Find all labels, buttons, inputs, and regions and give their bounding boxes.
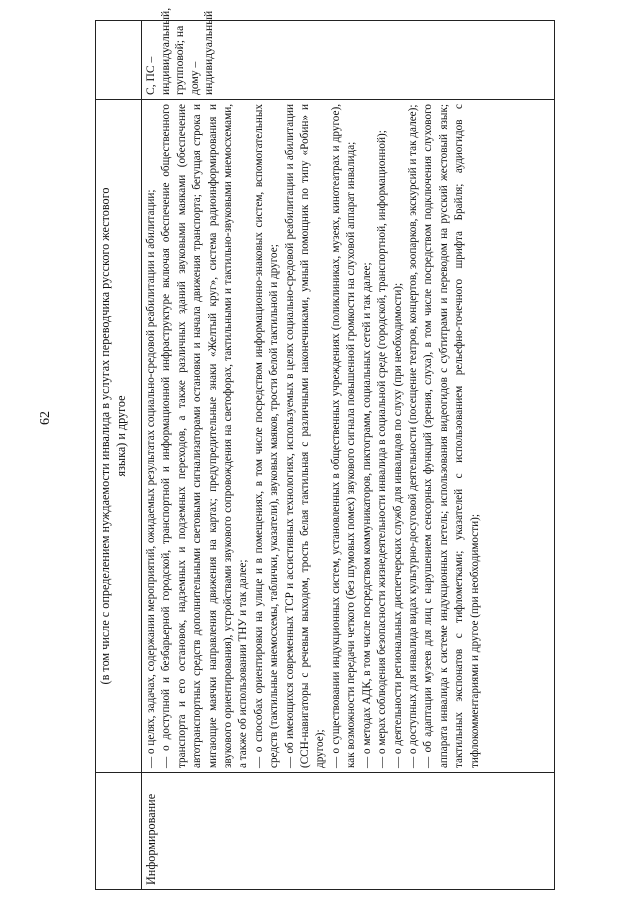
services-table: [95, 7, 555, 890]
list-item: — о деятельности региональных диспетчерских служб для инвалидов по слуху (при необходимости);: [391, 282, 404, 768]
list-item: — об адаптации музеев для лиц с нарушением сенсорных функций (зрения, слуха), в том числе посредством подключения слухового аппарата инвалида к системе индукционных петель; использования видеогидов с субтитрами и переводом на русский жестовый язык; тактильных экспонатов с тифлометками; указателей с использованием рельефно-точечного шрифта Брайля; аудиогидов с тифлокомментариями и другое (при необходимости);: [422, 104, 481, 768]
list-item: — о методах АДК, в том числе посредством коммуникаторов, пиктограмм, социальных сетей и так далее;: [360, 262, 373, 768]
list-item: — о доступных для инвалида видах культурно-досуговой деятельности (посещение театров, концертов, зоопарков, экскурсий и так далее);: [406, 104, 419, 768]
list-item: — о целях, задачах, содержании мероприятий, ожидаемых результатах социально-средовой реабилитации и абилитации;: [145, 189, 157, 768]
list-item: — о существовании индукционных систем, установленных в общественных учреждениях (поликлиниках, музеях, кинотеатрах и другое), как возможности передачи четкого (без шумовых помех) звукового сигнала повышенной громкости на слуховой аппарат инвалида;: [329, 104, 358, 768]
list-item: — об имеющихся современных ТСР и ассистивных технологиях, используемых в целях социально-средовой реабилитации и абилитации (ССН-навигаторы с речевым выходом, трость белая тактильная с различными наконечниками, умный помощник по типу «Робин» и другое);: [283, 104, 327, 768]
list-item: — о доступной и безбарьерной городской, транспортной и информационной инфраструктуре включая обеспечение общественного транспорта и его остановок, надземных и подземных переходов, а также различных зданий звуковыми маяками (обеспечение автотранспортных средств дополнительными световыми сигнализаторами остановки и начала движения транспорта; бегущая строка и мигающие маячки направления движения на картах; предупредительные знаки «Желтый круг», система радиоинформирования и звукового ориентирования), устройствами звукового сопровождения на светофорах, тактильными и тактильно-звуковыми мнемосхемами, а также об использовании ТНУ и так далее;: [160, 104, 250, 768]
section-label: Информирование: [142, 773, 555, 890]
rotated-table-wrapper: [95, 7, 555, 890]
header-empty-cell-right: [96, 21, 142, 100]
header-row: [96, 21, 142, 890]
header-line-1: (в том числе с определением нуждаемости инвалида в услугах переводчика русского жестового: [98, 187, 112, 685]
list-item: — о мерах соблюдения безопасности жизнедеятельности инвалида в социальной среде (городской, транспортной, информационной);: [376, 130, 389, 768]
list-item: — о способах ориентировки на улице и в помещениях, в том числе посредством информационно-знаковых систем, вспомогательных средств (тактильные мнемосхемы, таблички, указатели), звуковых маяков, трости белой тактильной и другое;: [252, 104, 281, 768]
header-empty-cell: [96, 773, 142, 890]
header-text-cell: [96, 100, 142, 773]
header-line-2: языка) и другое: [114, 395, 128, 477]
form-note-cell: С, ПС – индивидуальный, групповой; на дому – индивидуальный: [142, 21, 555, 100]
content-cell: [142, 100, 555, 773]
table-row: [142, 21, 555, 890]
page-number: 62: [38, 411, 53, 425]
